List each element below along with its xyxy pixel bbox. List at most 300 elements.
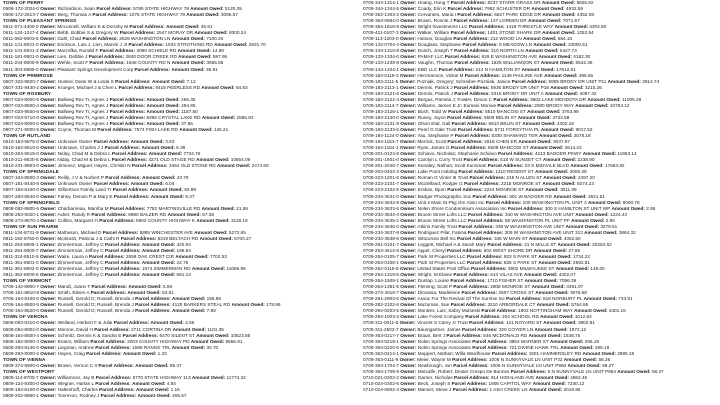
amount-owed: 33000.51 [567, 42, 588, 48]
amount-owed: 495.65 [578, 72, 594, 78]
parcel-address: 212 WOOD LN [490, 36, 522, 42]
amount-owed: 7702.53 [209, 253, 227, 259]
amount-owed-label: Amount Owed: [167, 211, 201, 217]
parcel-address-label: Parcel Address: [485, 199, 522, 205]
owner-name: Mcclelland, Rodger G [417, 181, 463, 187]
amount-owed-label: Amount Owed: [150, 193, 185, 199]
amount-owed: 1.16 [170, 387, 180, 392]
amount-owed: 37.86 [181, 120, 193, 126]
owner-name: Acker, Randy R [57, 211, 91, 217]
owner-name: Mandt, Joann T [57, 284, 91, 290]
amount-owed: 3118.19 [230, 217, 248, 223]
parcel-number: 0709-363-1709-9 [363, 368, 399, 374]
parcel-address: 2216 MONROE ST [500, 181, 542, 187]
amount-owed: 5120.35 [224, 6, 242, 12]
town-heading: TOWN OF PRIMROSE [3, 72, 53, 78]
owner-name: Fleming, Scott P [417, 284, 453, 290]
owner-name: Park St Properties LLC [417, 260, 466, 266]
left-column [3, 0, 355, 405]
parcel-address-label: Parcel Address: [465, 314, 501, 320]
parcel-number: 0709-234-3638-6 [363, 235, 399, 241]
amount-owed-label: Amount Owed: [130, 181, 164, 187]
amount-owed: 27.86 [568, 247, 581, 253]
parcel-address-label: Parcel Address: [109, 120, 146, 126]
amount-owed: 733.81 [618, 296, 633, 302]
owner-name: Erskan, Bjorn [417, 187, 446, 193]
owner-name: Weiland, Herbert F & Julie [57, 320, 113, 326]
owner-label: Owner: [39, 54, 57, 60]
parcel-address-label: Parcel Address: [93, 181, 130, 187]
owner-name: Brown, Ronnie J [417, 18, 453, 24]
parcel-address: 613 VILAS AVE [490, 272, 523, 278]
amount-owed: 2.55 [185, 320, 195, 326]
parcel-address: 137 LOREEN DR [490, 18, 527, 24]
amount-owed-label: Amount Owed: [130, 139, 164, 145]
parcel-number: 0811-182-8750-0 [3, 235, 39, 241]
amount-owed: 20253.62 [592, 241, 612, 247]
parcel-address-label: Parcel Address: [135, 302, 171, 308]
parcel-address-label: Parcel Address: [105, 241, 141, 247]
amount-owed-label: Amount Owed: [196, 217, 230, 223]
owner-label: Owner: [40, 12, 57, 18]
parcel-address: 320 COYIER LN [498, 326, 534, 332]
amount-owed-label: Amount Owed: [539, 133, 573, 139]
owner-name: Pearl G Gale Trust [417, 126, 457, 132]
owner-name: Fahey, Dennis P & Mary E [57, 193, 113, 199]
parcel-address-label: Parcel Address: [450, 302, 487, 308]
amount-owed-label: Amount Owed: [554, 24, 589, 30]
parcel-address-label: Parcel Address: [105, 247, 141, 253]
parcel-number: 0709-344-1314-1 [363, 0, 399, 5]
owner-label: Owner: [400, 54, 417, 60]
parcel-address-label: Parcel Address: [457, 12, 493, 18]
amount-owed-label: Amount Owed: [542, 30, 576, 36]
parcel-address: 1 ASH CREEK LN [489, 387, 528, 392]
amount-owed-label: Amount Owed: [190, 338, 225, 344]
owner-name: Gilbertson Family Land Tr [57, 187, 112, 193]
owner-label: Owner: [400, 18, 417, 24]
parcel-address-label: Parcel Address: [469, 320, 505, 326]
parcel-number: 0709-234-3635-2 [363, 217, 399, 223]
parcel-address-label: Parcel Address: [109, 108, 146, 114]
owner-label: Owner: [399, 72, 417, 78]
owner-name: Assoc For The Revival Of The Sunrise Inc [417, 296, 505, 302]
parcel-address: 2840 DOOR CREEK RD [125, 54, 177, 60]
owner-label: Owner: [40, 211, 57, 217]
owner-name: Coady, Erin K [417, 6, 447, 12]
amount-owed: 7240.12 [567, 380, 585, 386]
parcel-number: 0709-234-3631-0 [363, 193, 399, 199]
owner-label: Owner: [400, 0, 417, 5]
owner-label: Owner: [40, 320, 57, 326]
parcel-address-label: Parcel Address: [510, 368, 547, 374]
parcel-address: 2507 CROSS ST [498, 290, 534, 296]
parcel-address: 1710 FISHER ST [487, 278, 524, 284]
owner-name: Dimassa, Madeleine [417, 290, 461, 296]
parcel-number: 0506-172-2024-0 [3, 6, 39, 12]
owner-label: Owner: [40, 126, 57, 132]
amount-owed-label: Amount Owed: [518, 139, 552, 145]
amount-owed-label: Amount Owed: [533, 247, 568, 253]
amount-owed: 10784.12 [609, 102, 630, 108]
owner-label: Owner: [40, 108, 57, 114]
parcel-address-label: Parcel Address: [506, 296, 542, 302]
amount-owed: 295.19 [584, 338, 599, 344]
amount-owed-label: Amount Owed: [175, 253, 209, 259]
parcel-address-label: Parcel Address: [111, 151, 148, 157]
amount-owed: 58.27 [602, 362, 614, 368]
owner-name: Russell, Gerold D; Russell, Brenda J [57, 296, 134, 302]
parcel-address-label: Parcel Address: [453, 362, 489, 368]
parcel-address: 5935 BRODY DR UNIT P18 [490, 84, 549, 90]
owner-name: EBD LLC [417, 66, 438, 72]
parcel-address: 58 WASHINGTON PL UNIT PF [504, 217, 570, 223]
amount-owed-label: Amount Owed: [148, 151, 183, 157]
amount-owed-label: Amount Owed: [538, 260, 572, 266]
amount-owed-label: Amount Owed: [540, 126, 575, 132]
amount-owed-label: Amount Owed: [542, 181, 576, 187]
owner-name: Ballweg Rev Tr, Agnes J [57, 120, 109, 126]
amount-owed-label: Amount Owed: [146, 108, 180, 114]
parcel-number: 0809-124-9300-0 [3, 380, 39, 386]
parcel-address-label: Parcel Address: [453, 84, 490, 90]
owner-label: Owner: [400, 338, 417, 344]
parcel-address: 7782 MARTINSVILLE RD [146, 205, 201, 211]
owner-label: Owner: [399, 356, 416, 362]
parcel-address-label: Parcel Address: [105, 272, 141, 278]
parcel-number: 0608-164-8500-4 [3, 332, 39, 338]
parcel-address-label: Parcel Address: [105, 260, 141, 266]
parcel-number: 0709-132-0704-4 [363, 42, 399, 48]
parcel-number: 0808-273-8570-4 [3, 217, 39, 223]
parcel-address-label: Parcel Address: [468, 217, 504, 223]
parcel-number: 0709-262-0115-8 [363, 266, 399, 272]
parcel-address: 1418 THRESTLE WAY [505, 24, 554, 30]
parcel-number: 0709-234-3634-4 [363, 211, 399, 217]
parcel-number: 0607-104-8500-3 [3, 175, 39, 181]
owner-name: Dennis, Patrick J [417, 90, 453, 96]
parcel-number: 0506-172-2513-7 [3, 12, 39, 18]
owner-name: Merrick, Scott [417, 139, 447, 145]
amount-owed: 2585.83 [236, 114, 254, 120]
parcel-address-label: Parcel Address: [91, 284, 127, 290]
owner-name: Kenaley, Nathan; Scott Kunsman [417, 163, 487, 169]
parcel-number: 0709-264-1381-5 [363, 284, 399, 290]
amount-owed-label: Amount Owed: [146, 102, 180, 108]
parcel-address: 2224 MONROE ST [484, 187, 525, 193]
amount-owed-label: Amount Owed: [151, 78, 186, 84]
parcel-address-label: Parcel Address: [454, 60, 490, 66]
owner-label: Owner: [400, 126, 417, 132]
amount-owed: 7100.20 [206, 36, 224, 42]
parcel-address: 602 WEST SHORE DR [483, 247, 533, 253]
parcel-number: 0709-264-1509-1 [363, 278, 399, 284]
owner-label: Owner: [40, 344, 57, 350]
parcel-address: 5770 STATE HIGHWAY 113 [132, 374, 191, 380]
parcel-number: 0907-023-9710-0 [3, 114, 39, 120]
owner-label: Owner: [39, 241, 57, 247]
owner-name: Wright, M Elaine [417, 272, 453, 278]
owner-label: Owner: [40, 120, 57, 126]
parcel-number: 0510-182-8510-0 [3, 145, 39, 151]
owner-label: Owner: [40, 332, 57, 338]
parcel-address-label: Parcel Address: [468, 211, 504, 217]
parcel-address-label: Parcel Address: [471, 266, 507, 272]
owner-name: Zimmerman, Jeffrey C [57, 266, 104, 272]
parcel-address: 5711 FORSYTHIA PL [494, 126, 540, 132]
parcel-number: 0709-251-0101-7 [363, 241, 399, 247]
amount-owed-label: Amount Owed: [542, 12, 576, 18]
owner-name: Broom Street Lofts LLC [417, 217, 467, 223]
owner-label: Owner: [400, 157, 417, 163]
owner-label: Owner: [400, 247, 417, 253]
parcel-address-label: Parcel Address: [99, 217, 135, 223]
parcel-address-label: Parcel Address: [472, 193, 509, 199]
owner-name: Niday, Chad M & Debra L [57, 151, 111, 157]
parcel-address-label: Parcel Address: [122, 332, 159, 338]
town-heading: TOWN OF SPRINGFIELD [3, 199, 60, 205]
parcel-address: 5513 BELIN ST [488, 120, 521, 126]
parcel-address-label: Parcel Address: [105, 266, 141, 272]
amount-owed-label: Amount Owed: [543, 320, 577, 326]
parcel-address: 8395 CRYSTAL LAKE RD [146, 114, 201, 120]
owner-name: Erickson, Lois J, Lien, Marvin J Jr [57, 42, 128, 48]
owner-name: Schmitz, Dennis K & Sandra E [57, 332, 122, 338]
town-heading: TOWN OF VERMONT [3, 278, 52, 284]
parcel-address-label: Parcel Address: [446, 247, 483, 253]
amount-owed: 5427.73 [559, 48, 577, 54]
amount-owed-label: Amount Owed: [588, 199, 622, 205]
parcel-number: 0710-021-0202-2 [363, 374, 399, 380]
owner-label: Owner: [40, 151, 57, 157]
amount-owed-label: Amount Owed: [194, 229, 228, 235]
amount-owed: 3037.97 [553, 139, 570, 145]
owner-label: Owner: [39, 30, 57, 36]
owner-name: Appel, Cheryl [417, 247, 446, 253]
parcel-address: 21 N MILLS ST [524, 241, 557, 247]
amount-owed-label: Amount Owed: [141, 260, 176, 266]
parcel-address-label: Parcel Address: [95, 344, 131, 350]
town-heading: TOWN OF WESTPORT [3, 368, 55, 374]
parcel-address: 215 N ALLEN ST [506, 175, 542, 181]
owner-label: Owner: [400, 175, 417, 181]
parcel-number: 0709-183-2113-1 [363, 84, 399, 90]
parcel-address: 546 MCDONALD RD [483, 332, 528, 338]
parcel-number: 0709-183-0119-3 [363, 72, 399, 78]
parcel-address-label: Parcel Address: [132, 163, 168, 169]
parcel-number: 0710-024-0802-4 [363, 387, 399, 392]
parcel-number: 0907-023-8000-5 [3, 96, 39, 102]
parcel-address: 2658 OAK CREST CIR [125, 253, 174, 259]
owner-name: Unit 2 Main St Pkg Gm Asso Inc [417, 199, 485, 205]
owner-name: Muzuman, Sue [417, 302, 450, 308]
amount-owed-label: Amount Owed: [216, 163, 251, 169]
parcel-address: 7674 FISH LAKE RD [134, 126, 178, 132]
amount-owed-label: Amount Owed: [560, 344, 594, 350]
amount-owed-label: Amount Owed: [214, 42, 248, 48]
town-heading: TOWN OF VIENNA [3, 356, 46, 362]
owner-label: Owner: [400, 241, 417, 247]
parcel-number: 0907-023-9500-6 [3, 108, 39, 114]
parcel-number: 0907-271-9000-5 [3, 126, 39, 132]
town-heading: TOWN OF PERRY [3, 0, 44, 5]
amount-owed: 5272.65 [228, 229, 246, 235]
parcel-address-label: Parcel Address: [498, 151, 534, 157]
amount-owed: 3279.51 [600, 223, 618, 229]
parcel-number: 0510-204-9615-0 [3, 151, 39, 157]
owner-name: Douglass, Stephanie [417, 42, 462, 48]
amount-owed: 2995.18 [617, 350, 635, 356]
owner-name: Unknown Owner [57, 181, 93, 187]
owner-name: Coyne, Thomas M [57, 126, 96, 132]
amount-owed-label: Amount Owed: [135, 362, 169, 368]
amount-owed: 36.81 [206, 66, 218, 72]
parcel-number: 0709-113-1203-0 [363, 36, 399, 42]
owner-label: Owner: [39, 260, 57, 266]
amount-owed: 22.75 [176, 260, 189, 266]
owner-label: Owner: [400, 362, 417, 368]
parcel-address-label: Parcel Address: [454, 90, 490, 96]
parcel-address: 6470 SILENT ST [159, 332, 195, 338]
owner-label: Owner: [400, 169, 417, 175]
owner-name: Newbrough, Jon [417, 362, 452, 368]
parcel-address-label: Parcel Address: [481, 308, 517, 314]
parcel-number: 0709-203-0402-3 [363, 169, 399, 175]
amount-owed: 5764.86 [571, 302, 589, 308]
parcel-number: 0709-363-0214-1 [363, 350, 399, 356]
owner-name: Lien, Debbie J [57, 54, 88, 60]
parcel-address-label: Parcel Address: [452, 387, 489, 392]
owner-label: Owner: [399, 133, 417, 139]
parcel-address-label: Parcel Address: [98, 362, 134, 368]
parcel-row [3, 393, 355, 399]
parcel-address: 629 E WASHINGTON AVE [481, 54, 538, 60]
parcel-address: 5 MEADOW LN [499, 42, 532, 48]
owner-name: Collins, Margaret H [57, 217, 98, 223]
parcel-number: 0709-363-0217-7 [363, 332, 399, 338]
amount-owed-label: Amount Owed: [530, 145, 564, 151]
owner-name: Vaughn, Thomas [417, 60, 454, 66]
parcel-number: 0611-303-8989-0 [3, 66, 39, 72]
owner-label: Owner: [40, 338, 57, 344]
amount-owed: 9017.52 [575, 126, 593, 132]
amount-owed: 17612.01 [556, 66, 576, 72]
parcel-number: 0611-062-9003-5 [3, 36, 39, 42]
owner-label: Owner: [39, 42, 57, 48]
parcel-number: 0709-311-0011-5 [363, 320, 399, 326]
owner-label: Owner: [39, 266, 57, 272]
owner-name: Unknown Owner [57, 139, 93, 145]
parcel-address-label: Parcel Address: [451, 145, 487, 151]
owner-label: Owner: [400, 302, 417, 308]
amount-owed: 4302.50 [563, 235, 581, 241]
parcel-number: 0709-363-1704-7 [363, 362, 399, 368]
owner-label: Owner: [400, 272, 417, 278]
owner-label: Owner: [400, 181, 417, 187]
amount-owed: 10523.85 [230, 332, 251, 338]
parcel-number: 0709-363-0111-9 [363, 356, 399, 362]
owner-name: Roman G Vinter III Trust [417, 175, 469, 181]
amount-owed-label: Amount Owed: [611, 205, 645, 211]
amount-owed: 2078.18 [573, 133, 591, 139]
owner-label: Owner: [399, 266, 417, 272]
parcel-address: 823 S PARK ST [503, 253, 538, 259]
amount-owed: 4.84 [166, 380, 176, 386]
owner-name: Baumgartner, James [417, 326, 461, 332]
owner-name: Rodriguez Pilar, Fatima [417, 229, 467, 235]
right-column [363, 0, 720, 405]
amount-owed-label: Amount Owed: [194, 30, 228, 36]
parcel-address-label: Parcel Address: [463, 157, 499, 163]
amount-owed: 5826.82 [576, 0, 594, 5]
owner-label: Owner: [40, 393, 57, 399]
parcel-address: 3853 WARNER ST [509, 338, 549, 344]
owner-label: Owner: [40, 380, 57, 386]
parcel-number: 0811-324-8510-5 [3, 253, 39, 259]
amount-owed: 7.12 [186, 78, 196, 84]
owner-name: Dosch, Joseph T [417, 48, 453, 54]
parcel-number: 0709-133-1310-8 [363, 48, 399, 54]
owner-name: Park St Properties LLC [417, 253, 466, 259]
parcel-number: 0709-234-3633-6 [363, 205, 399, 211]
owner-name: Waite, Laura A [57, 253, 88, 259]
parcel-address: 6890 BALZER RD [128, 211, 167, 217]
amount-owed: 10654.09 [230, 157, 251, 163]
owner-label: Owner: [40, 326, 57, 332]
owner-name: Niday, Chad M & Debra L [57, 157, 111, 163]
amount-owed: 3976.68 [569, 290, 587, 296]
town-heading: TOWN OF PLEASANT SPRINGS [3, 18, 77, 24]
parcel-address-label: Parcel Address: [128, 42, 165, 48]
amount-owed: 4182.30 [573, 54, 591, 60]
amount-owed-label: Amount Owed: [553, 193, 587, 199]
parcel-address: 5785 STATE HIGHWAY 78 [133, 6, 189, 12]
parcel-address-label: Parcel Address: [467, 229, 504, 235]
parcel-address-label: Parcel Address: [438, 66, 475, 72]
parcel-address: 1932 STROTHING RD [165, 42, 213, 48]
amount-owed: 4722.58 [552, 114, 570, 120]
owner-name: Charbarneau, Marsha M [57, 205, 109, 211]
owner-name: Beck, Joseph S [417, 380, 451, 386]
parcel-number: 0709-294-1003-2 [363, 314, 399, 320]
parcel-address-label: Parcel Address: [450, 278, 486, 284]
parcel-address: 2625 WASHINGTON LN [119, 36, 171, 42]
owner-label: Owner: [39, 36, 57, 42]
owner-label: Owner: [399, 36, 417, 42]
owner-name: Yau, Stephanie P [417, 133, 454, 139]
owner-label: Owner: [400, 290, 417, 296]
parcel-address: 1948 COUNTY RD N [126, 60, 171, 66]
parcel-number: 0709-183-2128-1 [363, 108, 399, 114]
owner-name: Husted, Dean W & Linda S [57, 78, 114, 84]
parcel-address: 2618 CHEN ER [484, 139, 518, 145]
amount-owed-label: Amount Owed: [582, 151, 617, 157]
amount-owed: 6.04 [165, 181, 175, 187]
amount-owed-label: Amount Owed: [527, 108, 561, 114]
parcel-address-label: Parcel Address: [454, 48, 490, 54]
parcel-address-label: Parcel Address: [467, 260, 503, 266]
parcel-address: 8237 STARR GRASS DR [487, 0, 541, 5]
parcel-address-label: Parcel Address: [446, 332, 482, 338]
amount-owed-label: Amount Owed: [583, 296, 617, 302]
parcel-number: 0611-181-9501-0 [3, 54, 39, 60]
amount-owed-label: Amount Owed: [528, 387, 563, 392]
amount-owed: 7071.57 [562, 18, 580, 24]
owner-label: Owner: [40, 387, 57, 392]
amount-owed-label: Amount Owed: [529, 235, 563, 241]
owner-label: Owner: [400, 387, 417, 392]
owner-name: Zimmerman, Jeffrey C [57, 260, 104, 266]
